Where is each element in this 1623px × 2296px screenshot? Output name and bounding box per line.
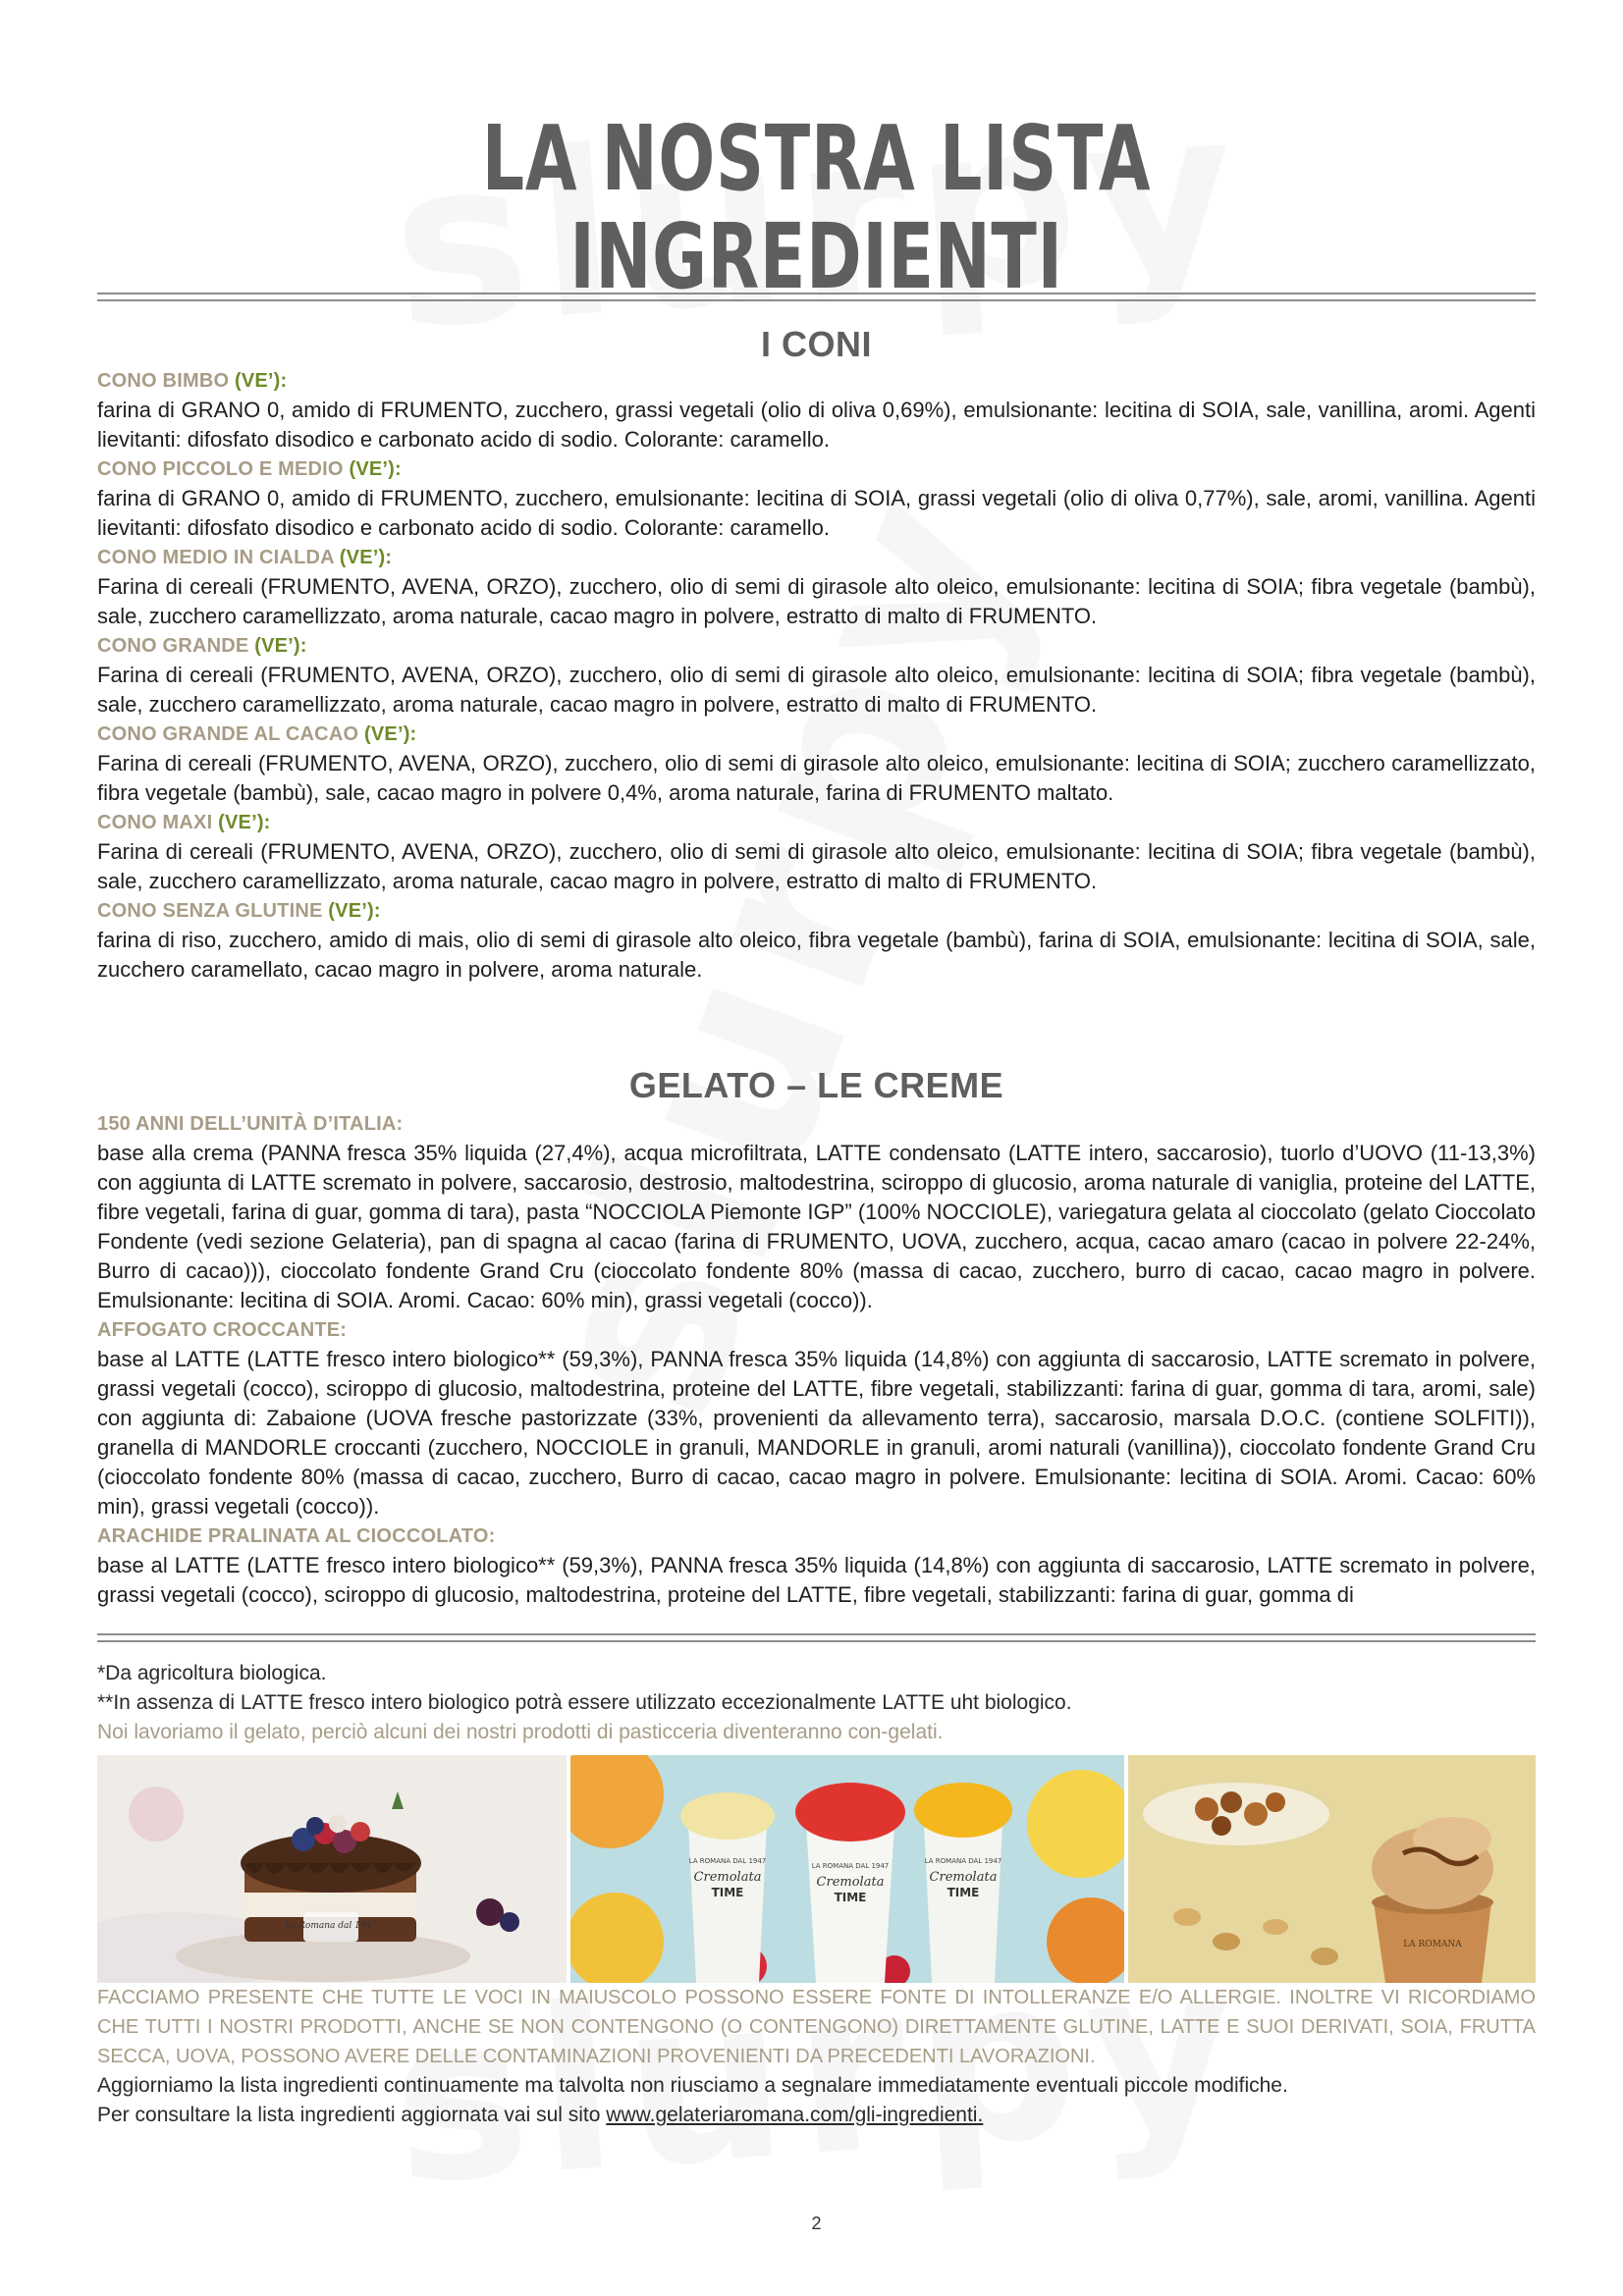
cake-illustration xyxy=(97,1755,567,1983)
ingredients-link[interactable]: www.gelateriaromana.com/gli-ingredienti. xyxy=(606,2104,984,2126)
entry-cono-grande xyxy=(97,631,1536,720)
cup-label-1: Cremolata xyxy=(693,1870,762,1885)
allergen-notice: FACCIAMO PRESENTE CHE TUTTE LE VOCI IN MAIUSCOLO POSSONO ESSERE FONTE DI INTOLLERANZE E/O ALLERGIE. INOLTRE VI RICORDIAMO CHE TUTTI I NOSTRI PRODOTTI, ANCHE SE NON CONTENGONO (O CONTENGONO) DIRETTAMENTE GLUTINE, LATTE E SUOI DERIVATI, SOIA, FRUTTA SECCA, UOVA, POSSONO AVERE DELLE CONTAMINAZIONI PROVENIENTI DA PRECEDENTI LAVORAZIONI. xyxy=(97,1987,1536,2067)
section-title-coni: I CONI xyxy=(760,324,872,364)
coni-list xyxy=(97,366,1536,985)
cup-brand-1: LA ROMANA DAL 1947 xyxy=(688,1857,767,1865)
entry-ingredients: Farina di cereali (FRUMENTO, AVENA, ORZO), zucchero, olio di semi di girasole alto oleico, emulsionante: lecitina di SOIA; fibra vegetale (bambù), sale, zucchero caramellizzato, aroma naturale, cacao magro in polvere, estratto di malto di FRUMENTO. xyxy=(97,663,1536,717)
cake-sign-text: La Romana dal 1947 xyxy=(284,1921,378,1931)
footnote-uht: **In assenza di LATTE fresco intero biologico potrà essere utilizzato eccezionalmente LATTE uht biologico. xyxy=(97,1691,1072,1714)
entry-cono-maxi xyxy=(97,808,1536,896)
vegan-tag: (VE’): xyxy=(328,900,381,922)
footnotes xyxy=(97,1659,1536,1747)
entry-arachide-pralinata xyxy=(97,1522,1536,1610)
consult-line xyxy=(97,2101,1536,2130)
gelato-list xyxy=(97,1109,1536,1610)
peanut-illustration xyxy=(1128,1755,1536,1983)
entry-ingredients: farina di riso, zucchero, amido di mais, olio di semi di girasole alto oleico, fibra vegetale (bambù), farina di SOIA, emulsionante: lecitina di SOIA, sale, zucchero caramellato, cacao magro in polvere, aroma naturale. xyxy=(97,928,1536,982)
vegan-tag: (VE’): xyxy=(218,812,271,833)
vegan-tag: (VE’): xyxy=(364,723,417,745)
entry-ingredients: Farina di cereali (FRUMENTO, AVENA, ORZO), zucchero, olio di semi di girasole alto oleico, emulsionante: lecitina di SOIA; zucchero caramellizzato, fibra vegetale (bambù), sale, cacao magro in polvere 0,4%, aroma naturale, farina di FRUMENTO maltato. xyxy=(97,751,1536,805)
section-title-gelato: GELATO – LE CREME xyxy=(628,1065,1004,1105)
cup-label-6: TIME xyxy=(947,1886,980,1899)
entry-ingredients: farina di GRANO 0, amido di FRUMENTO, zucchero, emulsionante: lecitina di SOIA, grassi vegetali (olio di oliva 0,77%), sale, aromi, vanillina. Agenti lievitanti: difosfato disodico e carbonato acido di sodio. Colorante: caramello. xyxy=(97,486,1536,540)
cup-label-2: TIME xyxy=(711,1886,744,1899)
page-title: LA NOSTRA LISTA INGREDIENTI xyxy=(481,106,1152,309)
entry-cono-piccolo-medio xyxy=(97,454,1536,543)
vegan-tag: (VE’): xyxy=(254,635,307,657)
entry-cono-bimbo xyxy=(97,366,1536,454)
entry-name: CONO MAXI xyxy=(97,812,213,833)
update-note: Aggiorniamo la lista ingredienti continuamente ma talvolta non riusciamo a segnalare immediatamente eventuali piccole modifiche. xyxy=(97,2074,1288,2097)
granita-illustration xyxy=(570,1755,1124,1983)
consult-prefix: Per consultare la lista ingredienti aggiornata vai sul sito xyxy=(97,2104,607,2126)
bowl-brand: LA ROMANA xyxy=(1403,1940,1462,1949)
entry-affogato-croccante xyxy=(97,1315,1536,1522)
cup-brand-2: LA ROMANA DAL 1947 xyxy=(811,1862,890,1870)
footer-divider xyxy=(97,1633,1536,1642)
entry-name: CONO GRANDE AL CACAO xyxy=(97,723,359,745)
cup-label-3: Cremolata xyxy=(816,1875,885,1890)
entry-cono-medio-cialda xyxy=(97,543,1536,631)
entry-ingredients: Farina di cereali (FRUMENTO, AVENA, ORZO), zucchero, olio di semi di girasole alto oleico, emulsionante: lecitina di SOIA; fibra vegetale (bambù), sale, zucchero caramellizzato, aroma naturale, cacao magro in polvere, estratto di malto di FRUMENTO. xyxy=(97,574,1536,628)
entry-name: CONO BIMBO xyxy=(97,370,230,392)
entry-name: CONO SENZA GLUTINE xyxy=(97,900,323,922)
entry-150-anni xyxy=(97,1109,1536,1315)
entry-name: CONO MEDIO IN CIALDA xyxy=(97,547,335,568)
page-number: 2 xyxy=(811,2214,822,2233)
entry-name: CONO GRANDE xyxy=(97,635,249,657)
entry-ingredients: base al LATTE (LATTE fresco intero biologico** (59,3%), PANNA fresca 35% liquida (14,8%) con aggiunta di saccarosio, LATTE scremato in polvere, grassi vegetali (cocco), sciroppo di glucosio, maltodestrina, proteine del LATTE, fibre vegetali, stabilizzanti: farina di guar, gomma di tara, aromi, sale) con aggiunta di: Zabaione (UOVA fresche pastorizzate (33%, provenienti da allevamento terra), saccarosio, marsala D.O.C. (contiene SOLFITI)), granella di MANDORLE croccanti (zucchero, NOCCIOLE in granuli, MANDORLE in granuli, aromi naturali (vanillina)), cioccolato fondente Grand Cru (cioccolato fondente 80% (massa di cacao, zucchero, Burro di cacao, cacao magro in polvere. Emulsionante: lecitina di SOIA. Aromi. Cacao: 60% min), grassi vegetali (cocco)). xyxy=(97,1347,1536,1519)
peanut-gelato-photo xyxy=(1128,1755,1536,1983)
vegan-tag: (VE’): xyxy=(234,370,288,392)
entry-cono-senza-glutine xyxy=(97,896,1536,985)
granita-photo xyxy=(570,1755,1124,1983)
vegan-tag: (VE’): xyxy=(339,547,393,568)
cup-label-4: TIME xyxy=(834,1891,867,1904)
entry-ingredients: Farina di cereali (FRUMENTO, AVENA, ORZO), zucchero, olio di semi di girasole alto oleico, emulsionante: lecitina di SOIA; fibra vegetale (bambù), sale, zucchero caramellizzato, aroma naturale, cacao magro in polvere, estratto di malto di FRUMENTO. xyxy=(97,839,1536,893)
entry-name: AFFOGATO CROCCANTE: xyxy=(97,1319,348,1341)
entry-ingredients: base al LATTE (LATTE fresco intero biologico** (59,3%), PANNA fresca 35% liquida (14,8%) con aggiunta di saccarosio, LATTE scremato in polvere, grassi vegetali (cocco), sciroppo di glucosio, maltodestrina, proteine del LATTE, fibre vegetali, stabilizzanti: farina di guar, gomma di xyxy=(97,1553,1536,1607)
cake-photo xyxy=(97,1755,567,1983)
entry-name: ARACHIDE PRALINATA AL CIOCCOLATO: xyxy=(97,1525,496,1547)
footnote-organic: *Da agricoltura biologica. xyxy=(97,1662,327,1684)
entry-name: CONO PICCOLO E MEDIO xyxy=(97,458,344,480)
allergen-footer xyxy=(97,1983,1536,2130)
entry-ingredients: farina di GRANO 0, amido di FRUMENTO, zucchero, grassi vegetali (olio di oliva 0,69%), emulsionante: lecitina di SOIA, sale, vanillina, aromi. Agenti lievitanti: difosfato disodico e carbonato acido di sodio. Colorante: caramello. xyxy=(97,398,1536,452)
entry-name: 150 ANNI DELL’UNITÀ D’ITALIA: xyxy=(97,1113,404,1135)
vegan-tag: (VE’): xyxy=(349,458,402,480)
photo-strip xyxy=(97,1755,1536,1983)
cup-label-5: Cremolata xyxy=(929,1870,998,1885)
header-divider xyxy=(97,293,1536,301)
entry-cono-grande-cacao xyxy=(97,720,1536,808)
cup-brand-3: LA ROMANA DAL 1947 xyxy=(924,1857,1002,1865)
entry-ingredients: base alla crema (PANNA fresca 35% liquida (27,4%), acqua microfiltrata, LATTE condensato (LATTE intero, saccarosio), tuorlo d’UOVO (11-13,3%) con aggiunta di LATTE scremato in polvere, saccarosio, destrosio, maltodestrina, sciroppo di glucosio, aroma naturale di vaniglia, proteine del LATTE, fibre vegetali, farina di guar, gomma di tara), pasta “NOCCIOLA Piemonte IGP” (100% NOCCIOLE), variegatura gelata al cioccolato (gelato Cioccolato Fondente (vedi sezione Gelateria), pan di spagna al cacao (farina di FRUMENTO, UOVA, zucchero, acqua, cacao amaro (cacao in polvere 22-24%, Burro di cacao))), cioccolato fondente Grand Cru (cioccolato fondente 80% (massa di cacao, zucchero, burro di cacao, cacao magro in polvere. Emulsionante: lecitina di SOIA. Aromi. Cacao: 60% min), grassi vegetali (cocco)). xyxy=(97,1141,1536,1312)
pastry-note: Noi lavoriamo il gelato, perciò alcuni dei nostri prodotti di pasticceria diventeranno con-gelati. xyxy=(97,1721,944,1743)
